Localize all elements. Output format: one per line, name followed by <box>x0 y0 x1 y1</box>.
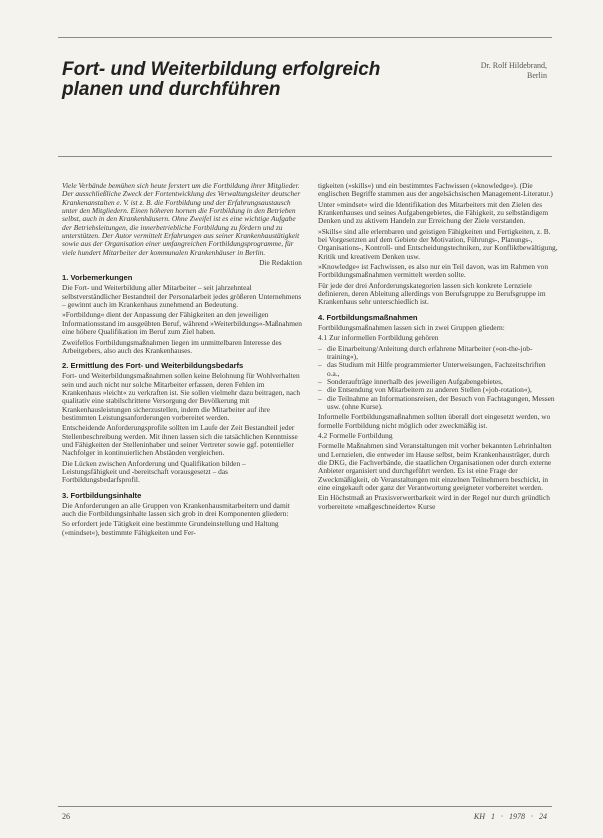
journal-citation: KH 1 · 1978 · 24 <box>473 812 547 821</box>
heading-section-3: 3. Fortbildungsinhalte <box>62 490 142 500</box>
page-number: 26 <box>62 812 70 821</box>
title-rule <box>58 156 552 157</box>
list-item: – die Einarbeitung/Anleitung durch erfahrene Mitarbeiter (»on-the-job-training«), <box>318 345 558 362</box>
paragraph: Unter »mindset« wird die Identifikation des Mitarbeiters mit den Zielen des Krankenhauses und seines Aufgabengebietes, die Fähigkeit, zu selbständigem Denken und zu aktivem Handeln zur Erreichung der Ziele verstanden. <box>318 199 549 226</box>
paragraph: Informelle Fortbildungsmaßnahmen sollten überall dort eingesetzt werden, wo formelle Fortbildung nicht möglich oder zweckmäßig ist. <box>318 412 551 430</box>
paragraph: Entscheidende Anforderungsprofile sollten im Laufe der Zeit Bestandteil jeder Stellenbeschreibung werden. Mit ihnen lassen sich die tatsächlichen Kenntnisse und Fähigkeiten der Stelleninhaber und seiner Vertreter sowie ggf. potentieller Nachfolger in kontinuierlichen Abständen vergleichen. <box>62 423 298 458</box>
paragraph: »Fortbildung« dient der Anpassung der Fähigkeiten an den jeweiligen Informationsstand im ausgeübten Beruf, während »Weiterbildungs«-Maßnahmen eine höhere Qualifikation im Beruf zum Ziel haben. <box>62 310 302 337</box>
right-column <box>318 182 558 513</box>
list-item: – das Studium mit Hilfe programmierter Unterweisungen, Fachzeitschriften o.a., <box>318 361 558 378</box>
bullet-list <box>318 345 558 412</box>
paragraph: »Knowledge« ist Fachwissen, es also nur ein Teil davon, was im Rahmen von Fortbildungsmaßnahmen vermittelt werden sollte. <box>318 262 549 280</box>
list-item: – die Teilnahme an Informationsreisen, der Besuch von Fachtagungen, Messen usw. (ohne Kurse). <box>318 395 558 412</box>
author-city: Berlin <box>527 71 547 80</box>
editorial-signature: Die Redaktion <box>259 258 302 268</box>
heading-section-1: 1. Vorbemerkungen <box>62 273 133 283</box>
subheading-4-2: 4.2 Formelle Fortbildung <box>318 430 393 440</box>
list-item: – die Entsendung von Mitarbeitern zu anderen Stellen (»job-rotation«), <box>318 386 558 394</box>
paragraph: Ein Höchstmaß an Praxisverwertbarkeit wird in der Regel nur durch gründlich vorbereitete »maßgeschneiderte« Kurse <box>318 493 550 511</box>
heading-section-4: 4. Fortbildungsmaßnahmen <box>318 312 418 322</box>
paragraph: Fort- und Weiterbildungsmaßnahmen sollen keine Belohnung für Wohlverhalten sein und auch nicht nur solche Mitarbeiter erfassen, deren Fehlen im Krankenhaus »leicht« zu verkraften ist. Sie sollen vielmehr dazu beitragen, nach qualitativ eine stabilschrittene Versorgung der Bevölkerung mit Krankenhausleistungen sicherzustellen, indem die Mitarbeiter auf ihre bestimmten Leistungsanforderungen vorbereitet werden. <box>62 371 301 422</box>
paragraph: tigkeiten (»skills«) und ein bestimmtes Fachwissen (»knowledge«). (Die englischen Begriffe stammen aus der angelsächsischen Management-Literatur.) <box>318 181 553 199</box>
list-item: – Sonderaufträge innerhalb des jeweiligen Aufgabengebietes, <box>318 378 558 386</box>
paragraph: Für jede der drei Anforderungskategorien lassen sich konkrete Lernziele definieren, deren Ableitung allerdings von Berufsgruppe zu Berufsgruppe im Krankenhaus sehr unterschiedlich ist. <box>318 280 546 307</box>
left-column <box>62 182 302 539</box>
paragraph: So erfordert jede Tätigkeit eine bestimmte Grundeinstellung und Haltung (»mindset«), bestimmte Fähigkeiten und Fer- <box>62 519 279 537</box>
top-rule <box>58 37 552 38</box>
paragraph: Die Fort- und Weiterbildung aller Mitarbeiter – seit jahrzehnteal selbstverständlicher Bestandteil der Personalarbeit jedes größeren Unternehmens – gewinnt auch im Krankenhaus zunehmend an Bedeutung. <box>62 283 302 310</box>
author-byline <box>481 61 547 81</box>
lead-paragraph: Viele Verbände bemühen sich heute ferstert um die Fortbildung ihrer Mitglieder. Der ausschließliche Zweck der Fortentwicklung des Verwaltungsleiter deutscher Krankenanstalten e. V. ist z. B. die Fortbildung und der Erfahrungsaustausch unter den Mitgliedern. Einen höheren hornen die Fortbildung in den Betrieben selbst, auch in den Krankenhäusern. Ohne Zweifel ist es eine wichtige Aufgabe der Betriebsleitungen, die innerbetriebliche Fortbildung zu fördern und zu unterstützen. Der Autor vermittelt Erfahrungen aus seiner Krankenhaustätigkeit sowie aus der Organisation einer umfangreichen Fortbildungsprogramme, für viele hundert Mitarbeiter der kommunalen Krankenhäuser in Berlin. <box>62 181 301 257</box>
paragraph: Formelle Maßnahmen sind Veranstaltungen mit vorher bekannten Lehrinhalten und Lernzielen, die entweder im Hause selbst, beim Krankenhausträger, durch die DKG, die Fachverbände, die staatlichen Organisationen oder durch externe Anbieter organisiert und durchgeführt werden. Es ist eine Frage der Zweckmäßigkeit, ob Veranstaltungen mit einzelnen Teilnehmern beschickt, in eine eingekauft oder ganz der Verantwortung geeigneter vorbereitet werden. <box>318 441 552 492</box>
paragraph: Die Anforderungen an alle Gruppen von Krankenhausmitarbeitern und damit auch die Fortbildungsinhalte lassen sich grob in drei Komponenten gliedern: <box>62 500 290 518</box>
paragraph: Die Lücken zwischen Anforderung und Qualifikation bilden – Leistungsfähigkeit und -bereitschaft vorausgesetzt – das Fortbildungsbedarfsprofil. <box>62 458 246 485</box>
footer-rule <box>58 806 552 807</box>
paragraph: »Skills« sind alle erlernbaren und geistigen Fähigkeiten und Fertigkeiten, z. B. bei Vorgesetzten auf dem Gebiete der Motivation, Führungs-, Planungs-, Organisations-, Kontroll- und Entscheidungstechniken, zur Konfliktbewältigung, Kritik und kreativem Denken usw. <box>318 226 558 261</box>
paragraph: Zweifellos Fortbildungsmaßnahmen liegen im unmittelbaren Interesse des Arbeitgebers, also auch des Krankenhauses. <box>62 337 282 355</box>
heading-section-2: 2. Ermittlung des Fort- und Weiterbildungsbedarfs <box>62 361 244 371</box>
subheading-4-1: 4.1 Zur informellen Fortbildung gehören <box>318 333 439 343</box>
paragraph: Fortbildungsmaßnahmen lassen sich in zwei Gruppen gliedern: <box>318 322 505 332</box>
article-title: Fort- und Weiterbildung erfolgreich planen und durchführen <box>62 59 381 100</box>
author-name: Dr. Rolf Hildebrand, <box>480 61 547 70</box>
